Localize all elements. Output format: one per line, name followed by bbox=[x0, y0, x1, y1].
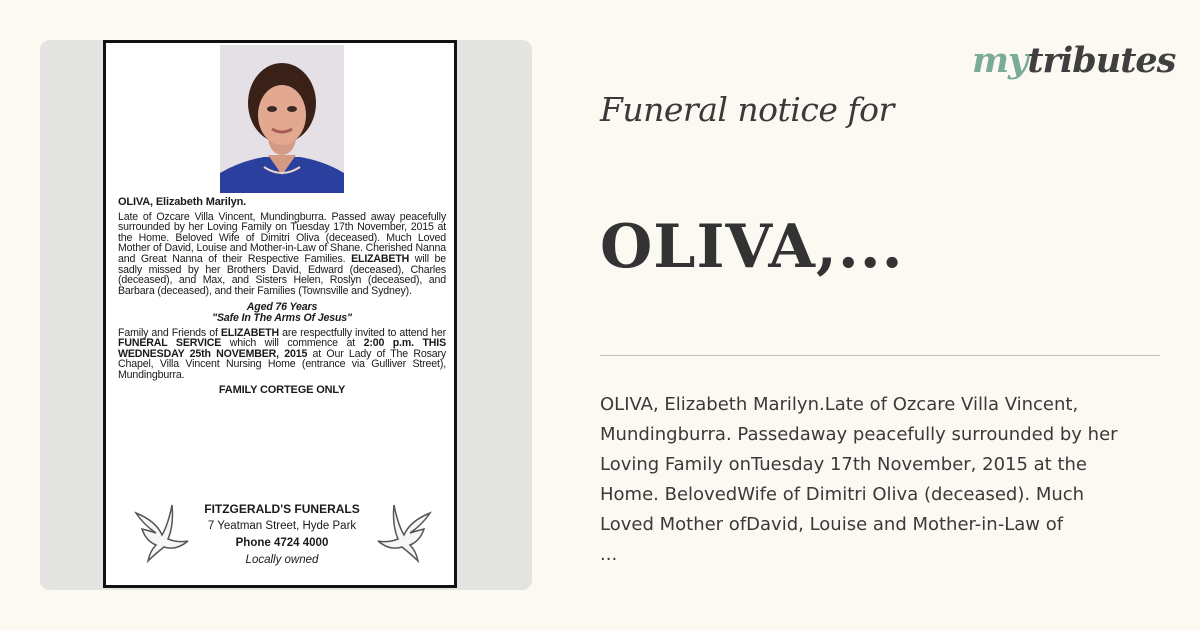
notice-paragraph-2: Family and Friends of ELIZABETH are respectfully invited to attend her FUNERAL SERVICE which will commence at 2:00 p.m. THIS WEDNESDAY 25th NOVEMBER, 2015 at Our Lady of The Rosary Chapel, Villa Vincent Nursing Home (entrance via Gulliver Street), Mundingburra. bbox=[118, 326, 446, 381]
funeral-firm-owned: Locally owned bbox=[245, 554, 319, 566]
deceased-name: OLIVA,... bbox=[600, 212, 904, 282]
notice-name-line: OLIVA, Elizabeth Marilyn. bbox=[118, 196, 247, 208]
notice-excerpt: OLIVA, Elizabeth Marilyn.Late of Ozcare Villa Vincent, Mundingburra. Passedaway peacefully surrounded by her Loving Family onTuesday 17th November, 2015 at the Home. BelovedWife of Dimitri Oliva (deceased). Much Loved Mother ofDavid, Louise and Mother-in-Law of ... bbox=[600, 394, 1118, 565]
funeral-firm-phone: Phone 4724 4000 bbox=[235, 537, 329, 549]
funeral-firm-address: 7 Yeatman Street, Hyde Park bbox=[207, 520, 357, 532]
notice-age: Aged 76 Years bbox=[246, 301, 318, 314]
notice-text bbox=[118, 197, 446, 395]
funeral-director bbox=[166, 501, 398, 569]
divider bbox=[600, 355, 1160, 356]
portrait-photo bbox=[220, 45, 344, 193]
notice-image-card[interactable] bbox=[40, 40, 532, 590]
notice-motto: "Safe In The Arms Of Jesus" bbox=[212, 311, 352, 324]
funeral-firm-name: FITZGERALD'S FUNERALS bbox=[204, 502, 360, 516]
notice-cortege: FAMILY CORTEGE ONLY bbox=[218, 383, 346, 396]
notice-paragraph-1: Late of Ozcare Villa Vincent, Mundingburra. Passed away peacefully surrounded by her Loving Family on Tuesday 17th November, 2015 at the Home. Beloved Wife of Dimitri Oliva (deceased). Much Loved Mother of David, Louise and Mother-in-Law of Shane. Cherished Nanna and Great Nanna of their Respective Families. ELIZABETH will be sadly missed by her Brothers David, Edward (deceased), Charles (deceased), and Max, and Sisters Helen, Roslyn (deceased), and Barbara (deceased), and their Families (Townsville and Sydney). bbox=[118, 210, 446, 297]
page-subtitle: Funeral notice for bbox=[600, 90, 894, 129]
newspaper-notice bbox=[103, 40, 457, 588]
mytributes-logo[interactable]: mytributes bbox=[972, 40, 1176, 81]
